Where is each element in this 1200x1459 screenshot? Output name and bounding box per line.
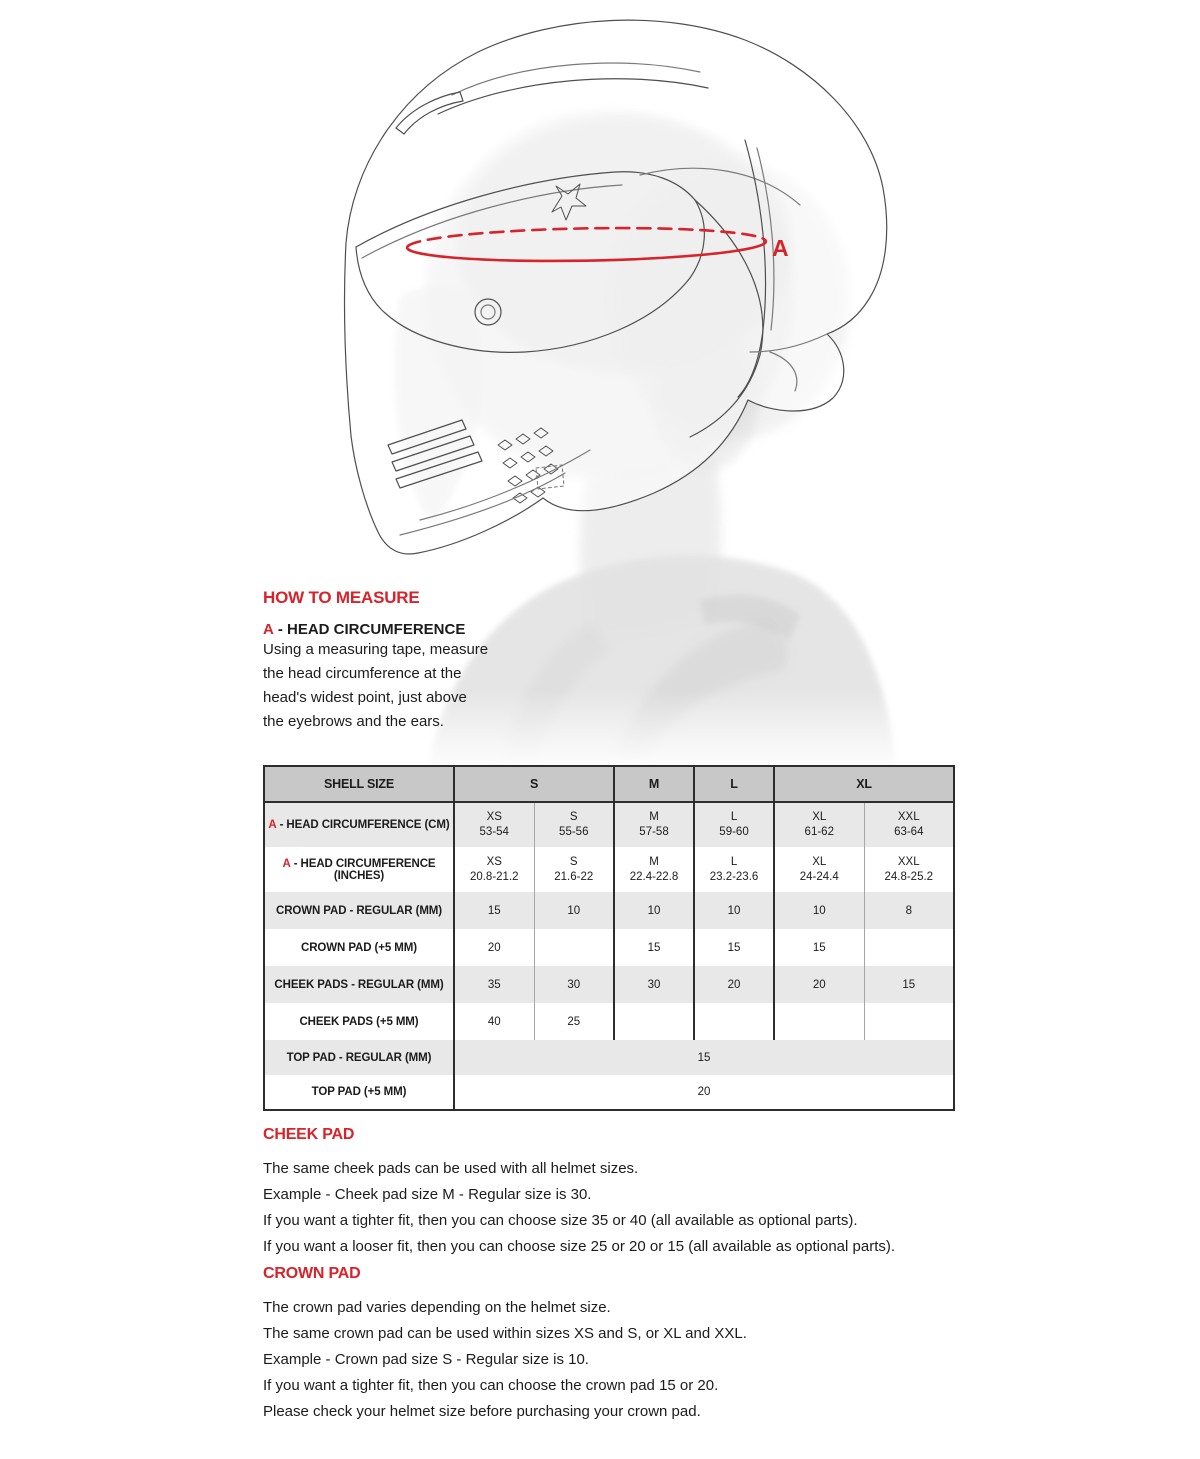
measure-text-line: the head circumference at the [263, 665, 462, 682]
table-cell [864, 1003, 954, 1040]
table-cell: 10 [534, 892, 614, 929]
table-row-circumference-cm [264, 802, 954, 847]
table-cell: XXL 63-64 [864, 802, 954, 847]
table-cell [614, 1003, 694, 1040]
row-label: CHEEK PADS - REGULAR (MM) [264, 966, 454, 1003]
cheek-pad-text-line: Example - Cheek pad size M - Regular size is 30. [263, 1186, 592, 1203]
table-row-crown-pad-plus5 [264, 929, 954, 966]
row-label: TOP PAD (+5 MM) [264, 1075, 454, 1110]
table-cell: S 21.6-22 [534, 847, 614, 892]
table-cell: 20 [694, 966, 774, 1003]
measure-point-label: A [772, 235, 789, 261]
table-cell: 15 [774, 929, 864, 966]
table-cell: 20 [487, 941, 501, 954]
table-cell: 25 [534, 1003, 614, 1040]
header-group-xl: XL [774, 766, 954, 802]
helmet-size-table [263, 765, 955, 1111]
table-cell: 10 [774, 892, 864, 929]
cheek-pad-title: CHEEK PAD [263, 1126, 355, 1143]
table-cell-span: 15 [697, 1051, 711, 1064]
crown-pad-text-line: The crown pad varies depending on the helmet size. [263, 1299, 611, 1316]
table-cell-span: 20 [697, 1086, 711, 1098]
cheek-pad-section [263, 1126, 895, 1260]
header-group-m: M [614, 766, 694, 802]
measure-legend-label: - HEAD CIRCUMFERENCE [277, 621, 466, 638]
table-cell: 35 [487, 978, 501, 991]
table-cell: 20 [774, 966, 864, 1003]
table-row-top-pad-regular [264, 1040, 954, 1075]
table-cell [864, 929, 954, 966]
table-row-cheek-pads-regular [264, 966, 954, 1003]
table-cell: 30 [614, 966, 694, 1003]
crown-pad-text-line: Please check your helmet size before purchasing your crown pad. [263, 1403, 701, 1420]
size-table-container [263, 765, 955, 1111]
table-cell: 10 [694, 892, 774, 929]
table-cell: S 55-56 [534, 802, 614, 847]
table-cell: XL 61-62 [774, 802, 864, 847]
table-cell: M 22.4-22.8 [614, 847, 694, 892]
table-cell: 10 [614, 892, 694, 929]
table-cell: M 57-58 [614, 802, 694, 847]
table-cell: L 23.2-23.6 [694, 847, 774, 892]
header-shell-size: SHELL SIZE [264, 766, 454, 802]
table-cell: 15 [614, 929, 694, 966]
row-label: CHEEK PADS (+5 MM) [264, 1003, 454, 1040]
crown-pad-title: CROWN PAD [263, 1265, 361, 1282]
how-to-measure-section [263, 588, 488, 734]
measure-text-line: head's widest point, just above [263, 689, 467, 706]
helmet-shell-wash [344, 20, 886, 554]
table-cell: L 59-60 [694, 802, 774, 847]
table-cell: 15 [864, 966, 954, 1003]
row-label: CROWN PAD (+5 MM) [264, 929, 454, 966]
cheek-pad-text-line: If you want a looser fit, then you can choose size 25 or 20 or 15 (all available as optional parts). [263, 1238, 896, 1255]
row-label-key: A [268, 819, 277, 831]
table-cell: XS 53-54 [479, 811, 509, 838]
header-group-s: S [454, 766, 614, 802]
table-cell: 15 [694, 929, 774, 966]
row-label: A - HEAD CIRCUMFERENCE (CM) [264, 802, 454, 847]
row-label: CROWN PAD - REGULAR (MM) [264, 892, 454, 929]
table-cell: 40 [487, 1015, 501, 1028]
measure-legend-key: A [263, 621, 274, 638]
cheek-pad-text-line: The same cheek pads can be used with all helmet sizes. [263, 1160, 639, 1177]
crown-pad-text-line: Example - Crown pad size S - Regular size is 10. [263, 1351, 589, 1368]
row-label: A - HEAD CIRCUMFERENCE (INCHES) [264, 847, 454, 892]
row-label-key: A [282, 857, 291, 870]
table-cell: XXL 24.8-25.2 [864, 847, 954, 892]
how-to-measure-title: HOW TO MEASURE [263, 588, 420, 607]
table-cell [534, 929, 614, 966]
table-cell: XL 24-24.4 [774, 847, 864, 892]
measure-text-line: Using a measuring tape, measure [263, 641, 489, 658]
crown-pad-text-line: The same crown pad can be used within sizes XS and S, or XL and XXL. [263, 1325, 747, 1342]
table-cell [694, 1003, 774, 1040]
row-label: TOP PAD - REGULAR (MM) [264, 1040, 454, 1075]
table-row-top-pad-plus5 [264, 1075, 954, 1110]
table-row-circumference-inches [264, 847, 954, 892]
table-cell: 8 [864, 892, 954, 929]
cheek-pad-text-line: If you want a tighter fit, then you can choose size 35 or 40 (all available as optional parts). [263, 1212, 858, 1229]
table-row-crown-pad-regular [264, 892, 954, 929]
table-header-row [264, 766, 954, 802]
header-group-l: L [694, 766, 774, 802]
crown-pad-section [263, 1265, 747, 1425]
crown-pad-text-line: If you want a tighter fit, then you can choose the crown pad 15 or 20. [263, 1377, 719, 1394]
table-row-cheek-pads-plus5 [264, 1003, 954, 1040]
table-cell: 15 [487, 904, 501, 917]
table-cell: XS 20.8-21.2 [469, 855, 519, 883]
table-cell: 30 [534, 966, 614, 1003]
measure-legend [263, 621, 488, 638]
table-cell [774, 1003, 864, 1040]
measure-text-line: the eyebrows and the ears. [263, 713, 444, 730]
